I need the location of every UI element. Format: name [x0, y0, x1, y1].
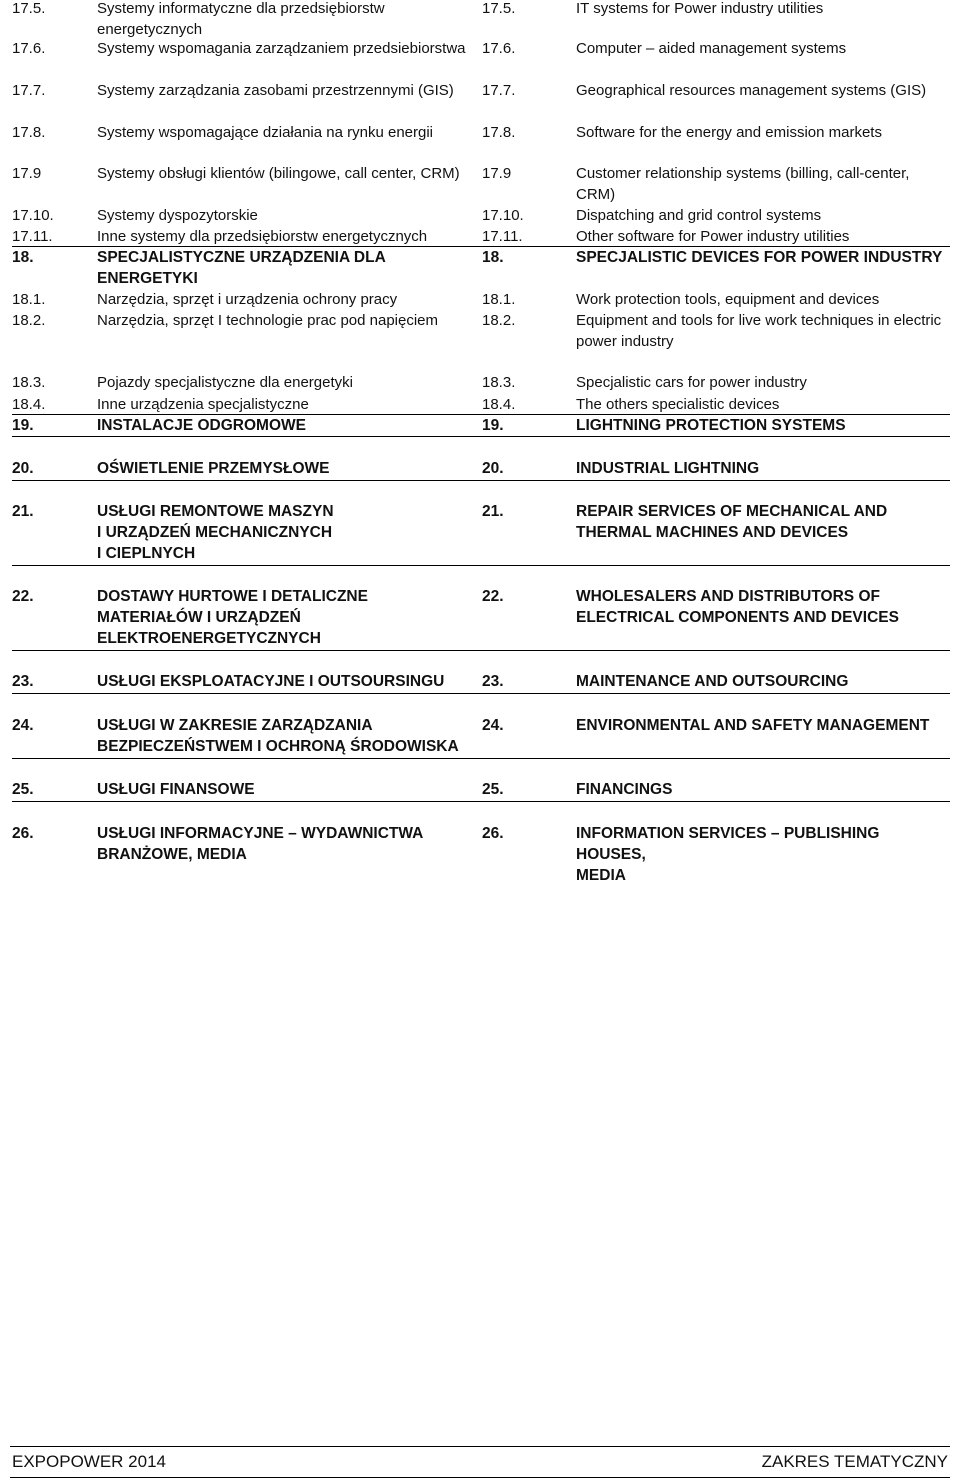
en-number: 23. — [482, 673, 504, 690]
section-heading — [12, 501, 950, 566]
en-number: 17.5. — [482, 0, 516, 17]
pl-number: 17.11. — [12, 228, 53, 245]
pl-label: USŁUGI FINANSOWE — [97, 781, 255, 798]
en-label: Geographical resources management systems (GIS) — [576, 82, 927, 99]
pl-number: 17.7. — [12, 82, 46, 99]
pl-label: Narzędzia, sprzęt I technologie prac pod napięciem — [97, 312, 439, 329]
en-label: ENVIRONMENTAL AND SAFETY MANAGEMENT — [576, 717, 930, 734]
section-heading — [12, 715, 950, 759]
pl-number: 18.3. — [12, 374, 46, 391]
pl-number: 18.4. — [12, 396, 46, 413]
pl-number: 26. — [12, 825, 34, 842]
en-label: Software for the energy and emission markets — [576, 124, 882, 141]
pl-number: 17.10. — [12, 207, 54, 224]
en-label: LIGHTNING PROTECTION SYSTEMS — [576, 417, 846, 434]
pl-number: 18.2. — [12, 312, 46, 329]
en-label: Equipment and tools for live work techniques in electric power industry — [576, 312, 942, 350]
pl-number: 25. — [12, 781, 34, 798]
en-label: Other software for Power industry utilities — [576, 228, 850, 245]
pl-number: 17.5. — [12, 0, 46, 17]
en-label: IT systems for Power industry utilities — [576, 0, 824, 17]
pl-label: Systemy informatyczne dla przedsiębiorstw energetycznych — [97, 0, 385, 38]
en-number: 20. — [482, 460, 504, 477]
en-label: Specjalistic cars for power industry — [576, 374, 807, 391]
footer-event-name: EXPOPOWER 2014 — [12, 1452, 167, 1471]
pl-number: 24. — [12, 717, 34, 734]
en-number: 17.10. — [482, 207, 524, 224]
en-number: 26. — [482, 825, 504, 842]
en-number: 17.6. — [482, 40, 516, 57]
pl-label: USŁUGI EKSPLOATACYJNE I OUTSOURSINGU — [97, 673, 445, 690]
section-heading — [12, 779, 950, 802]
en-label: Work protection tools, equipment and devices — [576, 291, 880, 308]
en-label: Customer relationship systems (billing, call-center, CRM) — [576, 165, 910, 203]
pl-label: Systemy obsługi klientów (bilingowe, call center, CRM) — [97, 165, 460, 182]
en-number: 17.7. — [482, 82, 516, 99]
en-label: Computer – aided management systems — [576, 40, 847, 57]
en-number: 17.9 — [482, 165, 512, 182]
en-label: FINANCINGS — [576, 781, 673, 798]
pl-label: Systemy zarządzania zasobami przestrzennymi (GIS) — [97, 82, 454, 99]
page-footer — [10, 1446, 950, 1478]
en-label: MAINTENANCE AND OUTSOURCING — [576, 673, 849, 690]
pl-number: 20. — [12, 460, 34, 477]
section-heading — [12, 586, 950, 651]
pl-number: 21. — [12, 503, 34, 520]
en-number: 24. — [482, 717, 504, 734]
en-number: 25. — [482, 781, 504, 798]
en-label: INFORMATION SERVICES – PUBLISHING HOUSES, MEDIA — [576, 825, 880, 884]
en-number: 21. — [482, 503, 504, 520]
pl-label: Inne systemy dla przedsiębiorstw energetycznych — [97, 228, 428, 245]
pl-label: OŚWIETLENIE PRZEMYSŁOWE — [97, 460, 330, 477]
section-heading — [12, 671, 950, 694]
pl-label: Narzędzia, sprzęt i urządzenia ochrony pracy — [97, 291, 398, 308]
pl-number: 17.6. — [12, 40, 46, 57]
pl-label: Inne urządzenia specjalistyczne — [97, 396, 309, 413]
pl-number: 19. — [12, 417, 34, 434]
list-item — [12, 226, 950, 247]
pl-label: SPECJALISTYCZNE URZĄDZENIA DLA ENERGETYKI — [97, 249, 386, 287]
en-number: 17.11. — [482, 228, 523, 245]
pl-label: DOSTAWY HURTOWE I DETALICZNE MATERIAŁÓW I URZĄDZEŃ ELEKTROENERGETYCZNYCH — [97, 588, 368, 647]
list-item — [12, 394, 950, 415]
footer-section-title: ZAKRES TEMATYCZNY — [761, 1452, 948, 1471]
en-label: REPAIR SERVICES OF MECHANICAL AND THERMAL MACHINES AND DEVICES — [576, 503, 888, 541]
pl-number: 18.1. — [12, 291, 46, 308]
en-label: Dispatching and grid control systems — [576, 207, 822, 224]
en-number: 18.3. — [482, 374, 516, 391]
pl-number: 23. — [12, 673, 34, 690]
pl-number: 22. — [12, 588, 34, 605]
en-number: 22. — [482, 588, 504, 605]
pl-number: 17.8. — [12, 124, 46, 141]
en-label: SPECJALISTIC DEVICES FOR POWER INDUSTRY — [576, 249, 943, 266]
en-number: 18. — [482, 249, 504, 266]
en-number: 18.1. — [482, 291, 516, 308]
en-number: 18.2. — [482, 312, 516, 329]
en-number: 17.8. — [482, 124, 516, 141]
en-number: 19. — [482, 417, 504, 434]
pl-number: 18. — [12, 249, 34, 266]
pl-label: Pojazdy specjalistyczne dla energetyki — [97, 374, 353, 391]
pl-label: Systemy wspomagania zarządzaniem przedsiebiorstwa — [97, 40, 466, 57]
pl-label: USŁUGI REMONTOWE MASZYN I URZĄDZEŃ MECHANICZNYCH I CIEPLNYCH — [97, 503, 334, 562]
pl-label: Systemy dyspozytorskie — [97, 207, 258, 224]
en-label: INDUSTRIAL LIGHTNING — [576, 460, 760, 477]
en-label: WHOLESALERS AND DISTRIBUTORS OF ELECTRICAL COMPONENTS AND DEVICES — [576, 588, 899, 626]
en-label: The others specialistic devices — [576, 396, 780, 413]
pl-label: USŁUGI W ZAKRESIE ZARZĄDZANIA BEZPIECZEŃSTWEM I OCHRONĄ ŚRODOWISKA — [97, 717, 459, 755]
section-heading — [12, 415, 950, 437]
pl-label: INSTALACJE ODGROMOWE — [97, 417, 306, 434]
pl-label: Systemy wspomagające działania na rynku energii — [97, 124, 434, 141]
pl-number: 17.9 — [12, 165, 42, 182]
en-number: 18.4. — [482, 396, 516, 413]
pl-label: USŁUGI INFORMACYJNE – WYDAWNICTWA BRANŻOWE, MEDIA — [97, 825, 424, 863]
section-heading — [12, 458, 950, 481]
